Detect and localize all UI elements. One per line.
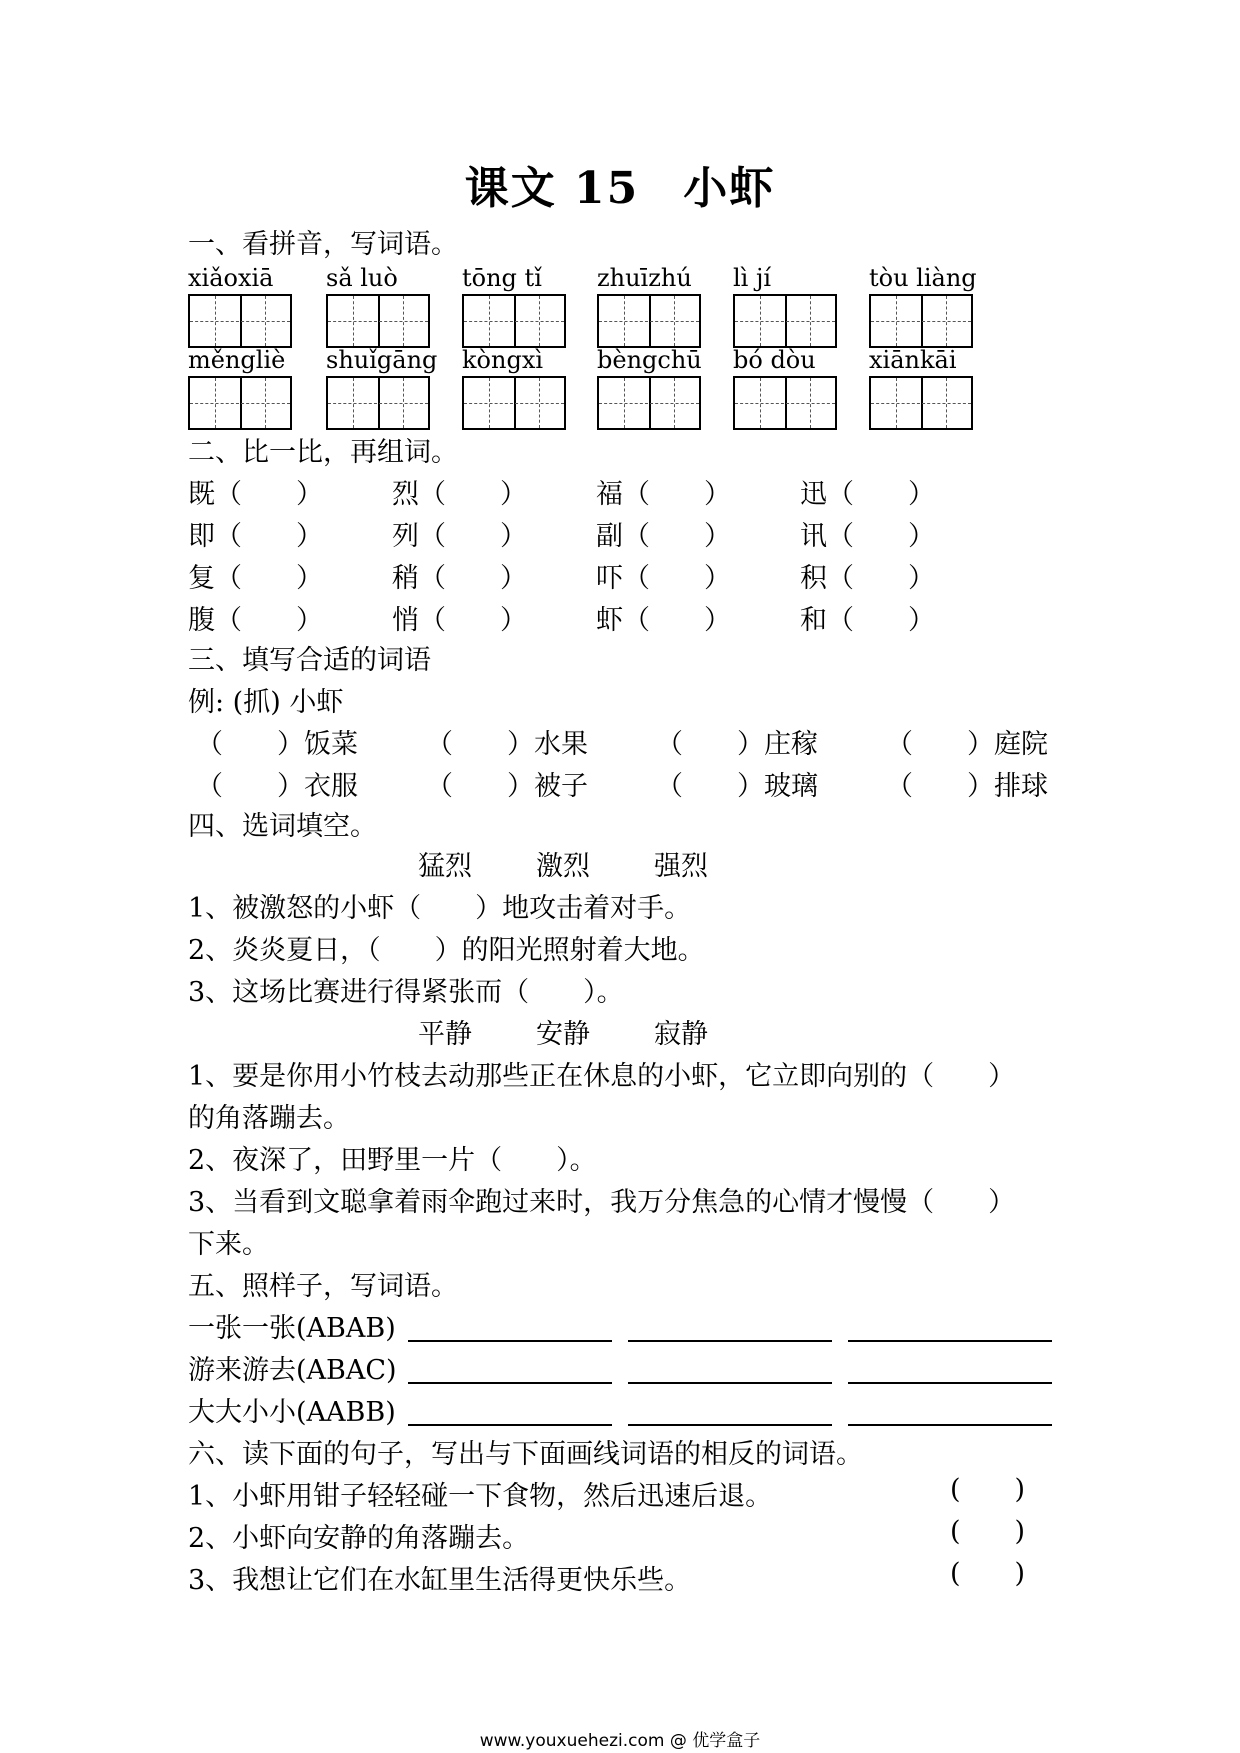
- box-guide-v: [624, 378, 625, 428]
- box-guide-h: [190, 403, 290, 404]
- box-guide-v: [353, 296, 354, 346]
- paren-close: ）: [296, 563, 323, 594]
- paren-close: ）: [908, 605, 935, 636]
- box-guide-v: [539, 378, 540, 428]
- section-4-heading: 四、选词填空。: [188, 811, 377, 842]
- pinyin-label: sǎ luò: [326, 264, 398, 292]
- pattern-example: 游来游去(ABAC): [188, 1355, 397, 1386]
- box-guide-h: [599, 403, 699, 404]
- section-1-heading: 一、看拼音，写词语。: [188, 229, 458, 260]
- paren-close: ）: [967, 771, 994, 802]
- section-3-heading: 三、填写合适的词语: [188, 645, 431, 676]
- paren-open: （: [196, 771, 223, 802]
- character-box: [326, 294, 430, 348]
- paren-open: （: [426, 771, 453, 802]
- box-guide-h: [328, 321, 428, 322]
- compare-item: [392, 556, 527, 595]
- box-guide-v: [810, 378, 811, 428]
- compare-item: [800, 514, 935, 553]
- paren-close: ): [1014, 1516, 1026, 1547]
- paren-open: （: [215, 605, 242, 636]
- s4-q5: 2、夜深了，田野里一片（ ）。: [188, 1145, 597, 1176]
- fill-item: [886, 722, 1048, 761]
- paren-close: ）: [296, 479, 323, 510]
- box-guide-h: [871, 321, 971, 322]
- paren-open: （: [623, 521, 650, 552]
- paren-close: ）: [277, 729, 304, 760]
- character-box: [462, 294, 566, 348]
- compare-char: 副: [596, 521, 623, 552]
- box-guide-v: [265, 296, 266, 346]
- compare-char: 列: [392, 521, 419, 552]
- s4-q3: 3、这场比赛进行得紧张而（ ）。: [188, 977, 624, 1008]
- s4-q6: 3、当看到文聪拿着雨伞跑过来时，我万分焦急的心情才慢慢（ ）: [188, 1187, 1016, 1218]
- box-guide-v: [489, 296, 490, 346]
- box-guide-v: [674, 296, 675, 346]
- word-choice: 猛烈: [418, 851, 472, 882]
- s4-q1: 1、被激怒的小虾（ ）地攻击着对手。: [188, 893, 692, 924]
- box-guide-v: [215, 378, 216, 428]
- box-guide-h: [735, 321, 835, 322]
- compare-char: 复: [188, 563, 215, 594]
- antonym-sentence: 2、小虾向安静的角落蹦去。: [188, 1523, 530, 1554]
- paren-close: ）: [704, 479, 731, 510]
- paren-open: （: [827, 605, 854, 636]
- compare-item: [392, 472, 527, 511]
- answer-line: [628, 1382, 832, 1384]
- compare-char: 吓: [596, 563, 623, 594]
- character-box: [733, 294, 837, 348]
- pinyin-label: xiǎoxiā: [188, 264, 274, 292]
- section-6-heading: 六、读下面的句子，写出与下面画线词语的相反的词语。: [188, 1439, 863, 1470]
- box-guide-v: [624, 296, 625, 346]
- paren-close: ): [1014, 1474, 1026, 1505]
- fill-word: 排球: [994, 771, 1048, 802]
- paren-open: （: [426, 729, 453, 760]
- paren-open: （: [419, 605, 446, 636]
- footer-watermark: www.youxuehezi.com @ 优学盒子: [479, 1731, 761, 1751]
- section-2-heading: 二、比一比，再组词。: [188, 437, 458, 468]
- paren-open: （: [623, 563, 650, 594]
- box-guide-v: [946, 296, 947, 346]
- box-guide-h: [464, 321, 564, 322]
- word-choice: 寂静: [654, 1019, 708, 1050]
- pinyin-label: měngliè: [188, 346, 286, 374]
- paren-close: ）: [704, 563, 731, 594]
- section-5-heading: 五、照样子，写词语。: [188, 1271, 458, 1302]
- box-guide-h: [190, 321, 290, 322]
- box-guide-h: [871, 403, 971, 404]
- s4-q4: 1、要是你用小竹枝去动那些正在休息的小虾，它立即向别的（ ）: [188, 1061, 1016, 1092]
- character-box: [869, 376, 973, 430]
- pinyin-label: kòngxì: [462, 346, 544, 374]
- paren-open: （: [827, 479, 854, 510]
- antonym-sentence: 3、我想让它们在水缸里生活得更快乐些。: [188, 1565, 692, 1596]
- paren-close: ）: [296, 605, 323, 636]
- box-guide-v: [353, 378, 354, 428]
- box-guide-v: [403, 378, 404, 428]
- paren-close: ）: [277, 771, 304, 802]
- paren-close: ）: [296, 521, 323, 552]
- box-guide-v: [810, 296, 811, 346]
- box-guide-h: [735, 403, 835, 404]
- compare-item: [188, 598, 323, 637]
- fill-item: [656, 764, 818, 803]
- fill-word: 被子: [534, 771, 588, 802]
- pinyin-label: tòu liàng: [869, 264, 977, 292]
- compare-char: 即: [188, 521, 215, 552]
- compare-char: 烈: [392, 479, 419, 510]
- paren-close: ）: [500, 479, 527, 510]
- compare-char: 积: [800, 563, 827, 594]
- character-box: [869, 294, 973, 348]
- pattern-example: 大大小小(AABB): [188, 1397, 396, 1428]
- answer-line: [848, 1382, 1052, 1384]
- fill-word: 玻璃: [764, 771, 818, 802]
- pinyin-label: lì jí: [733, 264, 772, 292]
- paren-close: ）: [500, 563, 527, 594]
- paren-open: （: [419, 563, 446, 594]
- answer-line: [628, 1340, 832, 1342]
- character-box: [733, 376, 837, 430]
- s4-q4-cont: 的角落蹦去。: [188, 1103, 350, 1134]
- box-guide-v: [674, 378, 675, 428]
- paren-open: (: [950, 1474, 961, 1505]
- antonym-answer: [950, 1516, 1025, 1547]
- paren-open: （: [886, 771, 913, 802]
- answer-line: [628, 1424, 832, 1426]
- pinyin-label: shuǐgāng: [326, 346, 438, 374]
- paren-close: ): [1014, 1558, 1026, 1589]
- character-box: [188, 294, 292, 348]
- paren-open: （: [656, 771, 683, 802]
- paren-close: ）: [908, 521, 935, 552]
- compare-item: [596, 598, 731, 637]
- box-guide-v: [760, 296, 761, 346]
- character-box: [597, 376, 701, 430]
- fill-item: [656, 722, 818, 761]
- box-guide-h: [328, 403, 428, 404]
- answer-line: [848, 1340, 1052, 1342]
- word-choice: 平静: [418, 1019, 472, 1050]
- paren-open: （: [419, 479, 446, 510]
- fill-item: [196, 764, 358, 803]
- compare-char: 和: [800, 605, 827, 636]
- paren-open: （: [656, 729, 683, 760]
- pinyin-label: xiānkāi: [869, 346, 957, 374]
- compare-item: [596, 514, 731, 553]
- answer-line: [408, 1340, 612, 1342]
- paren-open: (: [950, 1558, 961, 1589]
- compare-char: 虾: [596, 605, 623, 636]
- antonym-answer: [950, 1474, 1025, 1505]
- compare-char: 悄: [392, 605, 419, 636]
- compare-item: [800, 598, 935, 637]
- fill-word: 庭院: [994, 729, 1048, 760]
- section-3-example: 例: (抓) 小虾: [188, 687, 344, 718]
- paren-close: ）: [507, 771, 534, 802]
- paren-open: （: [623, 479, 650, 510]
- compare-char: 既: [188, 479, 215, 510]
- paren-open: （: [886, 729, 913, 760]
- paren-open: (: [950, 1516, 961, 1547]
- box-guide-v: [760, 378, 761, 428]
- compare-item: [188, 514, 323, 553]
- fill-item: [426, 722, 588, 761]
- answer-line: [408, 1424, 612, 1426]
- s4-q6-cont: 下来。: [188, 1229, 269, 1260]
- character-box: [326, 376, 430, 430]
- fill-item: [196, 722, 358, 761]
- paren-open: （: [419, 521, 446, 552]
- fill-word: 衣服: [304, 771, 358, 802]
- paren-close: ）: [908, 479, 935, 510]
- paren-close: ）: [500, 605, 527, 636]
- word-choice: 强烈: [654, 851, 708, 882]
- character-box: [462, 376, 566, 430]
- box-guide-v: [896, 296, 897, 346]
- box-guide-v: [265, 378, 266, 428]
- compare-item: [392, 598, 527, 637]
- compare-item: [800, 556, 935, 595]
- compare-char: 稍: [392, 563, 419, 594]
- compare-item: [800, 472, 935, 511]
- paren-close: ）: [967, 729, 994, 760]
- paren-open: （: [623, 605, 650, 636]
- compare-char: 讯: [800, 521, 827, 552]
- paren-close: ）: [507, 729, 534, 760]
- word-choice: 激烈: [536, 851, 590, 882]
- compare-char: 福: [596, 479, 623, 510]
- box-guide-v: [896, 378, 897, 428]
- paren-open: （: [215, 521, 242, 552]
- paren-open: （: [827, 563, 854, 594]
- antonym-sentence: 1、小虾用钳子轻轻碰一下食物，然后迅速后退。: [188, 1481, 773, 1512]
- compare-item: [188, 556, 323, 595]
- paren-open: （: [196, 729, 223, 760]
- paren-close: ）: [704, 521, 731, 552]
- character-box: [597, 294, 701, 348]
- box-guide-v: [946, 378, 947, 428]
- antonym-answer: [950, 1558, 1025, 1589]
- fill-word: 庄稼: [764, 729, 818, 760]
- pattern-example: 一张一张(ABAB): [188, 1313, 396, 1344]
- pinyin-label: bèngchū: [597, 346, 702, 374]
- compare-item: [392, 514, 527, 553]
- box-guide-v: [489, 378, 490, 428]
- paren-close: ）: [500, 521, 527, 552]
- page-title: [0, 152, 1240, 216]
- compare-item: [188, 472, 323, 511]
- pinyin-label: bó dòu: [733, 346, 816, 374]
- compare-char: 腹: [188, 605, 215, 636]
- title-lesson: 课文 15: [464, 163, 640, 214]
- fill-word: 水果: [534, 729, 588, 760]
- compare-item: [596, 472, 731, 511]
- paren-open: （: [215, 479, 242, 510]
- box-guide-v: [539, 296, 540, 346]
- box-guide-v: [403, 296, 404, 346]
- paren-close: ）: [908, 563, 935, 594]
- fill-item: [426, 764, 588, 803]
- compare-char: 迅: [800, 479, 827, 510]
- answer-line: [408, 1382, 612, 1384]
- box-guide-h: [599, 321, 699, 322]
- paren-close: ）: [737, 729, 764, 760]
- paren-close: ）: [737, 771, 764, 802]
- paren-open: （: [215, 563, 242, 594]
- fill-item: [886, 764, 1048, 803]
- title-name: 小虾: [683, 163, 776, 214]
- pinyin-label: tōng tǐ: [462, 264, 542, 292]
- character-box: [188, 376, 292, 430]
- paren-open: （: [827, 521, 854, 552]
- answer-line: [848, 1424, 1052, 1426]
- s4-q2: 2、炎炎夏日，（ ）的阳光照射着大地。: [188, 935, 705, 966]
- pinyin-label: zhuīzhú: [597, 264, 692, 292]
- fill-word: 饭菜: [304, 729, 358, 760]
- paren-close: ）: [704, 605, 731, 636]
- word-choice: 安静: [536, 1019, 590, 1050]
- box-guide-h: [464, 403, 564, 404]
- compare-item: [596, 556, 731, 595]
- box-guide-v: [215, 296, 216, 346]
